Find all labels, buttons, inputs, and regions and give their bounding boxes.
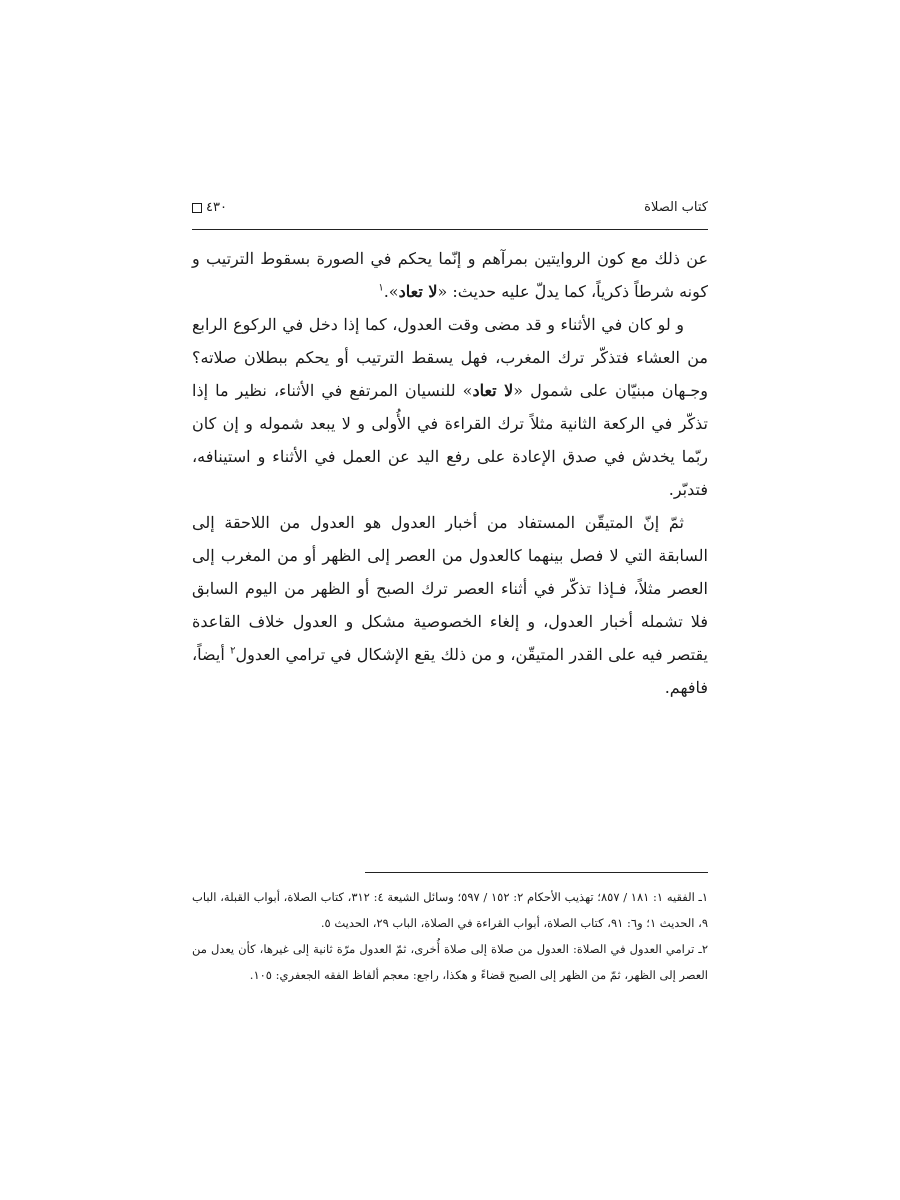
square-icon <box>192 203 202 213</box>
hadith-name: لا تعاد <box>398 282 438 301</box>
paragraph-1: عن ذلك مع كون الروايتين بمرآهم و إنّما يحكم في الصورة بسقوط الترتيب و كونه شرطاً ذكرياً، كما يدلّ عليه حديث: «لا تعاد».$^١$ <box>192 249 708 301</box>
footnote-1: ١ـ الفقيه ١: ١٨١ / ٨٥٧؛ تهذيب الأحكام ٢: ١٥٢ / ٥٩٧؛ وسائل الشيعة ٤: ٣١٢، كتاب الصلاة، أبواب القبلة، الباب ٩، الحديث ١؛ و٦: ٩١، كتاب الصلاة، أبواب القراءة في الصلاة، الباب ٢٩، الحديث ٥. <box>192 890 709 930</box>
footnotes <box>192 884 708 988</box>
page-number-value: ٤٣٠ <box>206 200 227 215</box>
hadith-name: لا تعاد <box>472 381 514 400</box>
footnote-ref-2: ٢ <box>230 645 236 657</box>
footnote-2: ٢ـ ترامي العدول في الصلاة: العدول من صلاة إلى صلاة أُخرى، ثمّ العدول مرّة ثانية إلى غيرها، كأن يعدل من العصر إلى الظهر، ثمّ من الظهر إلى الصبح قضاءً و هكذا، راجع: معجم ألفاظ الفقه الجعفري: ١٠٥. <box>192 942 708 982</box>
main-text <box>192 242 708 704</box>
paragraph-2: و لو كان في الأثناء و قد مضى وقت العدول، كما إذا دخل في الركوع الرابع من العشاء فتذكّر ترك المغرب، فهل يسقط الترتيب أو يحكم ببطلان صلاته؟ وجـهان مبنيّان على شمول «لا تعاد» للنسيان المرتفع في الأثناء، نظير ما إذا تذكّر في الركعة الثانية مثلاً ترك القراءة في الأُولى و لا يبعد شموله و إن كان ربّما يخدش في صدق الإعادة على رفع اليد عن العمل في الأثناء و استينافه، فتدبّر. <box>192 315 709 499</box>
footnote-divider <box>365 872 708 873</box>
header-divider <box>192 229 708 230</box>
page-header <box>192 198 708 226</box>
page-number <box>192 200 227 215</box>
footnote-ref-1: ١ <box>378 282 384 294</box>
paragraph-3: ثمّ إنّ المتيقّن المستفاد من أخبار العدول هو العدول من اللاحقة إلى السابقة التي لا فصل بينهما كالعدول من العصر إلى الظهر أو من المغرب إلى العصر مثلاً، فـإذا تذكّر في أثناء العصر ترك الصبح أو الظهر من اليوم السابق فلا تشمله أخبار العدول، و إلغاء الخصوصية مشكل و العدول خلاف القاعدة يقتصر فيه على القدر المتيقّن، و من ذلك يقع الإشكال في ترامي العدول$^٢$ أيضاً، فافهم. <box>192 513 708 697</box>
book-title: كتاب الصلاة <box>644 200 708 215</box>
